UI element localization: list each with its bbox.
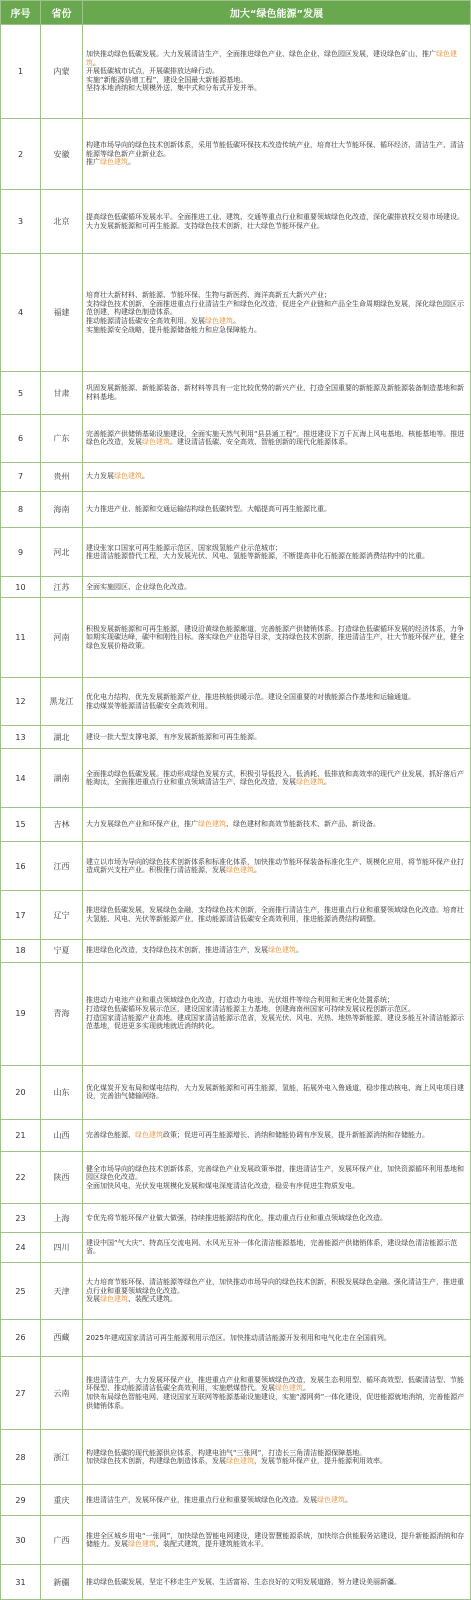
table-header-row bbox=[1, 1, 471, 25]
table-row bbox=[1, 1262, 471, 1319]
table-row bbox=[1, 190, 471, 254]
row-index: 30 bbox=[1, 1516, 41, 1565]
row-content: 健全市场导向的绿色技术创新体系，完善绿色产业发展政策举措，推进清洁生产，发展环保产业，加快资源循环利用基地和园区绿色化改造。 全面加快风电、光伏发电规模化发展和煤电深度清洁化改造，稳妥有序促进生物质发电。 bbox=[83, 1151, 471, 1204]
row-province: 新疆 bbox=[41, 1565, 83, 1600]
row-content: 2025年建成国家清洁可再生能源利用示范区。加快推动清洁能源开发利用和电气化走在全国前列。 bbox=[83, 1320, 471, 1357]
table-row bbox=[1, 577, 471, 598]
row-index: 3 bbox=[1, 190, 41, 254]
row-content: 构建市场导向的绿色技术创新体系，采用节能低碳环保技术改造传统产业，培育壮大节能环保、循环经济、清洁生产、清洁能源等绿色新产业新业态。 推广绿色建筑。 bbox=[83, 118, 471, 189]
table-row bbox=[1, 842, 471, 891]
row-content: 大力发展绿色产业和环保产业，推广绿色建筑、绿色建材和高效节能新技术、新产品、新设备。 bbox=[83, 807, 471, 841]
table-row bbox=[1, 462, 471, 491]
table-row bbox=[1, 1151, 471, 1204]
row-index: 1 bbox=[1, 25, 41, 119]
row-province: 福建 bbox=[41, 254, 83, 372]
row-content: 推进绿色化改造，支持绿色技术创新，推进清洁生产，发展绿色建筑。 bbox=[83, 939, 471, 962]
row-index: 29 bbox=[1, 1485, 41, 1516]
table-row bbox=[1, 1516, 471, 1565]
row-index: 5 bbox=[1, 372, 41, 414]
table-row bbox=[1, 254, 471, 372]
highlight-term: 绿色建筑 bbox=[100, 158, 128, 167]
table-row bbox=[1, 962, 471, 1065]
row-content: 积极发展新能源和可再生能源，建设沿黄绿色能源廊道，完善能源产供储销体系。打造绿色低碳循环发展的经济体系，力争如期实现碳达峰，碳中和刚性目标。落实绿色产业指导目录，支持绿色技术创新，推进清洁生产，壮大节能环保产业，健全绿色发展价格政策。 bbox=[83, 598, 471, 678]
row-content: 推动绿色低碳发展，坚定不移走生产发展、生活富裕、生态良好的文明发展道路，努力建设美丽新疆。 bbox=[83, 1565, 471, 1600]
table-body bbox=[1, 25, 471, 1600]
highlight-term: 绿色建筑 bbox=[268, 946, 296, 955]
table-row bbox=[1, 891, 471, 939]
table-row bbox=[1, 1065, 471, 1119]
table-row bbox=[1, 25, 471, 119]
row-content: 推进清洁生产，发展环保产业，推进重点行业和重要领域绿色化改造。发展绿色建筑。 bbox=[83, 1485, 471, 1516]
row-content: 提高绿色低碳循环发展水平。全面推进工业、建筑、交通等重点行业和重要领域绿色化改造，深化碳排放权交易市场建设。大力发展新能源和可再生能源。支持绿色技术创新，壮大绿色节能环保产业。 bbox=[83, 190, 471, 254]
row-index: 28 bbox=[1, 1430, 41, 1485]
row-index: 20 bbox=[1, 1065, 41, 1119]
highlight-term: 绿色建筑 bbox=[135, 1130, 163, 1139]
table-row bbox=[1, 1320, 471, 1357]
row-province: 重庆 bbox=[41, 1485, 83, 1516]
row-province: 广东 bbox=[41, 414, 83, 462]
row-province: 浙江 bbox=[41, 1430, 83, 1485]
row-index: 11 bbox=[1, 598, 41, 678]
row-content: 大力培育节能环保、清洁能源等绿色产业，加快推动市场导向的绿色技术创新，积极发展绿色金融。强化清洁生产，推进重点行业和重要领域绿色化改造。 发展绿色建筑、装配式建筑。 bbox=[83, 1262, 471, 1319]
row-index: 7 bbox=[1, 462, 41, 491]
row-index: 9 bbox=[1, 528, 41, 577]
highlight-term: 绿色建筑 bbox=[275, 1384, 303, 1393]
highlight-term: 绿色建筑 bbox=[86, 50, 457, 67]
row-province: 河南 bbox=[41, 598, 83, 678]
row-province: 江西 bbox=[41, 842, 83, 891]
table-row bbox=[1, 1485, 471, 1516]
row-content: 完善能源产供储销基础设施建设，全面实施天然气利用“县县通工程”。推进建设下万千瓦海上风电基地、核能基地等。推进绿色化改造，发展绿色建筑。建设清洁低碳、安全高效、智能创新的现代化能源体系。 bbox=[83, 414, 471, 462]
row-content: 建设张家口国家可再生能源示范区，国家级氢能产业示范城市； 推进清洁能源替代工程，大力发展光伏、风电、氢能等新能源，不断提高非化石能源在能源消费结构中的比重。 bbox=[83, 528, 471, 577]
row-content: 建设一批大型支撑电源，有序发展新能源和可再生能源。 bbox=[83, 726, 471, 749]
row-province: 贵州 bbox=[41, 462, 83, 491]
table-row bbox=[1, 414, 471, 462]
row-index: 16 bbox=[1, 842, 41, 891]
row-province: 黑龙江 bbox=[41, 678, 83, 726]
row-content: 推进清洁生产，大力发展环保产业，推进重点产业和重要领域绿色改造，发展生态利用型、循环高效型、低碳清洁型、节能环保型、推动能源清洁低碳全高效利用，实施燃煤替代。发展绿色建筑。 加快布局绿色智能电网、建设国家互联网等能源基础设施建设，实施“源网荷”一体化建设，促进能源就地消纳，完善能源产供储销体系。 bbox=[83, 1356, 471, 1429]
table-row bbox=[1, 372, 471, 414]
row-content: 构建绿色低碳的现代能源供应体系，构建电油气“三张网”，打造长三角清洁能源保障基地。 加快绿色技术创新，构建绿色制造体系，发展绿色建筑，发展节能环保产业，提升能源利用效率。 bbox=[83, 1430, 471, 1485]
row-index: 10 bbox=[1, 577, 41, 598]
row-index: 2 bbox=[1, 118, 41, 189]
row-province: 宁夏 bbox=[41, 939, 83, 962]
row-content: 建立以市场为导向的绿色技术创新体系和标准化体系，加快推动节能环保装备标准化生产、规模化应用，将节能环保产业打造成新兴支柱产业。积极推行清洁能源，发展绿色建筑。 bbox=[83, 842, 471, 891]
row-province: 湖南 bbox=[41, 749, 83, 807]
row-province: 四川 bbox=[41, 1233, 83, 1263]
highlight-term: 绿色建筑 bbox=[128, 1540, 156, 1549]
row-province: 江苏 bbox=[41, 577, 83, 598]
highlight-term: 绿色建筑 bbox=[226, 866, 254, 875]
row-content: 完善绿色能源、绿色建筑政策；促进可再生能源增长、消纳和储能协调有序发展，提升新能源消纳和存储能力。 bbox=[83, 1119, 471, 1151]
table-row bbox=[1, 726, 471, 749]
row-province: 广西 bbox=[41, 1516, 83, 1565]
highlight-term: 绿色建筑 bbox=[114, 472, 142, 481]
row-province: 甘肃 bbox=[41, 372, 83, 414]
header-index: 序号 bbox=[1, 1, 41, 25]
row-content: 全面实施园区、企业绿色化改造。 bbox=[83, 577, 471, 598]
table-row bbox=[1, 1565, 471, 1600]
row-index: 15 bbox=[1, 807, 41, 841]
row-index: 19 bbox=[1, 962, 41, 1065]
row-content: 大力推进产业、能源和交通运输结构绿色低碳转型。大幅提高可再生能源比重。 bbox=[83, 491, 471, 528]
header-province: 省份 bbox=[41, 1, 83, 25]
row-province: 辽宁 bbox=[41, 891, 83, 939]
row-content: 大力发展绿色建筑。 bbox=[83, 462, 471, 491]
row-index: 8 bbox=[1, 491, 41, 528]
row-index: 23 bbox=[1, 1204, 41, 1233]
row-province: 陕西 bbox=[41, 1151, 83, 1204]
table-row bbox=[1, 749, 471, 807]
row-content: 建设中国“气大庆”、特高压交流电网、水风光互补一体化清洁能源基地，完善能源产供储销体系，建设绿色清洁能源示范省。 bbox=[83, 1233, 471, 1263]
row-index: 4 bbox=[1, 254, 41, 372]
highlight-term: 绿色建筑 bbox=[205, 317, 233, 326]
row-index: 26 bbox=[1, 1320, 41, 1357]
row-index: 17 bbox=[1, 891, 41, 939]
row-province: 海南 bbox=[41, 491, 83, 528]
highlight-term: 绿色建筑 bbox=[142, 438, 170, 447]
row-content: 推进动力电池产业和重点领域绿色化改造，打造动力电池、光伏组件等综合利用和无害化处置系统； 打造绿色低碳循环发展示范区，建设国家清洁能源主力基地，创建海南州国家可持续发展议程创新示范区。 打造国家清洁能源产业高地。建成国家清洁能源示范省，发展光伏、风电、光热、地热等新能源，建设多能互补清洁能源示范基地，促进更多实现就地就近消纳转化。 bbox=[83, 962, 471, 1065]
row-index: 24 bbox=[1, 1233, 41, 1263]
row-index: 13 bbox=[1, 726, 41, 749]
table-row bbox=[1, 939, 471, 962]
row-province: 天津 bbox=[41, 1262, 83, 1319]
row-province: 北京 bbox=[41, 190, 83, 254]
table-row bbox=[1, 1233, 471, 1263]
row-province: 山东 bbox=[41, 1065, 83, 1119]
row-content: 培育壮大新材料、新能源、节能环保、生物与新医药、海洋高新五大新兴产业； 支持绿色技术创新，全面推进重点行业清洁生产和绿色化改造，促进全产业链和产品全生命周期绿色发展，深化绿色园区示范创建，构建绿色制造体系。 推动能源清洁低碳安全高效利用。发展绿色建筑。 实施能源安全战略，提升能源储备能力和应急保障能力。 bbox=[83, 254, 471, 372]
row-content: 优化电力结构，优先发展新能源产业，推进核能供暖示范。建设全国重要的对俄能源合作基地和运输通道。 推动煤炭等能源清洁低碳安全高效利用。 bbox=[83, 678, 471, 726]
row-index: 25 bbox=[1, 1262, 41, 1319]
row-index: 6 bbox=[1, 414, 41, 462]
header-content: 加大“绿色能源”发展 bbox=[83, 1, 471, 25]
table-row bbox=[1, 1356, 471, 1429]
row-province: 云南 bbox=[41, 1356, 83, 1429]
row-content: 专优先将节能环保产业做大做强，持续推进能源结构优化，推动重点行业和重点领域绿色化改造。 bbox=[83, 1204, 471, 1233]
row-content: 巩固发展新能源、新能源装备、新材料等具有一定比较优势的新兴产业，打造全国重要的新能源及新能源装备制造基地和新材料基地。 bbox=[83, 372, 471, 414]
table-row bbox=[1, 491, 471, 528]
row-index: 22 bbox=[1, 1151, 41, 1204]
row-province: 吉林 bbox=[41, 807, 83, 841]
table-row bbox=[1, 118, 471, 189]
row-province: 安徽 bbox=[41, 118, 83, 189]
row-province: 西藏 bbox=[41, 1320, 83, 1357]
row-index: 14 bbox=[1, 749, 41, 807]
highlight-term: 绿色建筑 bbox=[226, 1457, 254, 1466]
table-row bbox=[1, 1119, 471, 1151]
row-index: 12 bbox=[1, 678, 41, 726]
table-row bbox=[1, 1204, 471, 1233]
table-row bbox=[1, 528, 471, 577]
row-content: 加快推动绿色低碳发展。大力发展清洁生产，全面推进绿色产业、绿色企业、绿色园区发展，建设绿色矿山，推广绿色建筑。 开展低碳城市试点，开展碳排放达峰行动。 实施“新能源倍增工程”，建设全国最大新能源基地。 坚持本地消纳和大规模外送、集中式和分布式开发并举。 bbox=[83, 25, 471, 119]
table-row bbox=[1, 807, 471, 841]
row-province: 内蒙 bbox=[41, 25, 83, 119]
row-content: 优化煤炭开发布局和煤电结构，大力发展新能源和可再生能源，氢能，拓展外电入鲁通道，稳步推动核电、海上风电项目建设，完善油气储输网络。 bbox=[83, 1065, 471, 1119]
row-province: 山西 bbox=[41, 1119, 83, 1151]
row-index: 31 bbox=[1, 1565, 41, 1600]
highlight-term: 绿色建筑 bbox=[198, 820, 226, 829]
table-row bbox=[1, 1430, 471, 1485]
row-index: 21 bbox=[1, 1119, 41, 1151]
row-index: 27 bbox=[1, 1356, 41, 1429]
row-province: 湖北 bbox=[41, 726, 83, 749]
highlight-term: 绿色建筑 bbox=[100, 1295, 128, 1304]
row-content: 全面推动绿色低碳发展。推动形成绿色发展方式，积极引导低投入、低消耗、低排放和高效率的现代产业发展，抓好落后产能淘汰，全面推进重点行业和重点领域清洁生产、绿色化改造，发展绿色建筑。 bbox=[83, 749, 471, 807]
row-province: 上海 bbox=[41, 1204, 83, 1233]
row-content: 推进全区城乡用电“一张网”，加快绿色智能电网建设，建设智慧能源系统，加快综合供能服务站建设，提升新能源消纳和存储能力。发展绿色建筑、装配式建筑，提升建筑能效水平。 bbox=[83, 1516, 471, 1565]
table-row bbox=[1, 598, 471, 678]
highlight-term: 绿色建筑 bbox=[296, 778, 324, 787]
row-index: 18 bbox=[1, 939, 41, 962]
highlight-term: 绿色建筑 bbox=[317, 1495, 345, 1504]
row-province: 河北 bbox=[41, 528, 83, 577]
row-province: 青海 bbox=[41, 962, 83, 1065]
table-row bbox=[1, 678, 471, 726]
row-content: 推进绿色低碳发展，发展绿色金融，支持绿色技术创新，全面推行清洁生产，推进重点行业和重要领域绿色化改造。培育壮大氢能、风电、光伏等新能源产业，推动能源清洁低碳安全高效利用，推进能源消费结构调整。 bbox=[83, 891, 471, 939]
